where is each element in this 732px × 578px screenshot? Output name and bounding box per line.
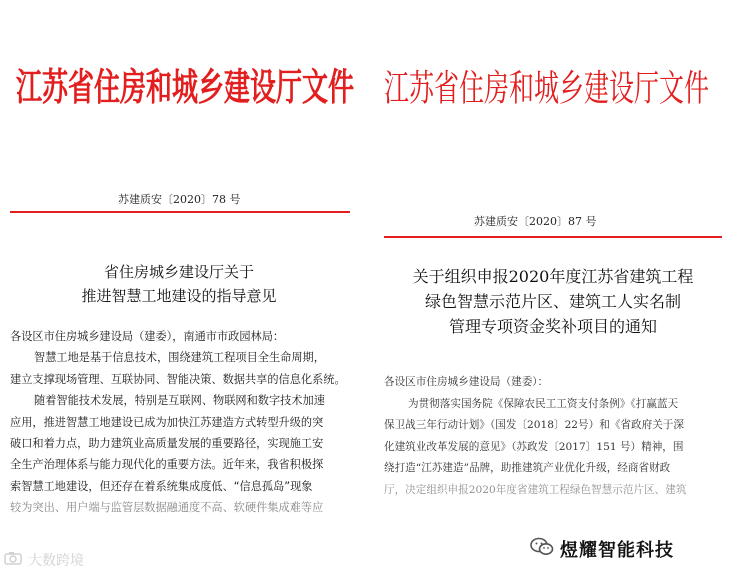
left-document [0,0,358,522]
left-body-line: 建立支撑现场管理、互联协同、智能决策、数据共享的信息化系统。 [10,372,346,386]
right-watermark [530,536,674,562]
left-watermark [4,550,84,570]
left-body-line: 随着智能技术发展，特别是互联网、物联网和数字技术加速 [34,394,325,408]
left-masthead: 江苏省住房和城乡建设厅文件 [16,66,355,111]
wechat-icon [530,537,554,562]
left-title-line: 省住房城乡建设厅关于 [103,263,254,281]
left-doc-number: 苏建质安〔2020〕78 号 [118,193,241,206]
left-body-line: 智慧工地是基于信息技术，围绕建筑工程项目全生命周期， [34,351,325,365]
right-title-line: 关于组织申报2020年度江苏省建筑工程 [412,267,694,286]
right-body [384,372,724,502]
left-body-line: 较为突出、用户端与监管层数据融通度不高、软硬件集成难等应 [10,501,324,515]
left-title-line: 推进智慧工地建设的指导意见 [81,287,277,305]
left-body-line: 全生产治理体系与能力现代化的重要方法。近年来，我省积极探 [10,458,324,472]
right-title-line: 绿色智慧示范片区、建筑工人实名制 [424,292,681,311]
left-title [0,260,358,308]
right-title-line: 管理专项资金奖补项目的通知 [448,317,657,336]
camera-logo-icon [4,551,22,569]
right-red-rule [384,236,722,238]
right-title [374,264,732,339]
left-body-line: 破口和着力点，助力建筑业高质量发展的重要路径，实现施工安 [10,437,324,451]
right-body-line: 绕打造“江苏建造”品牌，助推建筑产业优化升级，经商省财政 [384,462,671,475]
right-body-line: 保卫战三年行动计划》（国发〔2018〕22号）和《省政府关于深 [384,419,684,432]
left-addressee: 各设区市住房城乡建设局（建委），南通市市政园林局： [10,330,285,343]
left-red-rule [10,211,350,213]
left-watermark-text: 大数跨境 [28,553,84,569]
left-body-line: 索智慧工地建设，但还存在着系统集成度低、“信息孤岛”现象 [10,479,313,493]
right-document [374,0,732,522]
right-body-line: 化建筑业改革发展的意见》（苏政发〔2017〕151 号）精神，围 [384,440,684,453]
right-body-line: 为贯彻落实国务院《保障农民工工资支付条例》《打赢蓝天 [408,397,679,410]
right-addressee: 各设区市住房城乡建设局（建委）： [384,376,549,388]
right-watermark-text: 煜耀智能科技 [560,540,674,561]
right-body-line: 厅，决定组织申报2020年度省建筑工程绿色智慧示范片区、建筑 [384,483,687,496]
left-body [10,326,350,519]
right-doc-number: 苏建质安〔2020〕87 号 [474,215,597,228]
left-body-line: 应用，推进智慧工地建设已成为加快江苏建造方式转型升级的突 [10,415,324,429]
right-masthead: 江苏省住房和城乡建设厅文件 [384,67,710,110]
